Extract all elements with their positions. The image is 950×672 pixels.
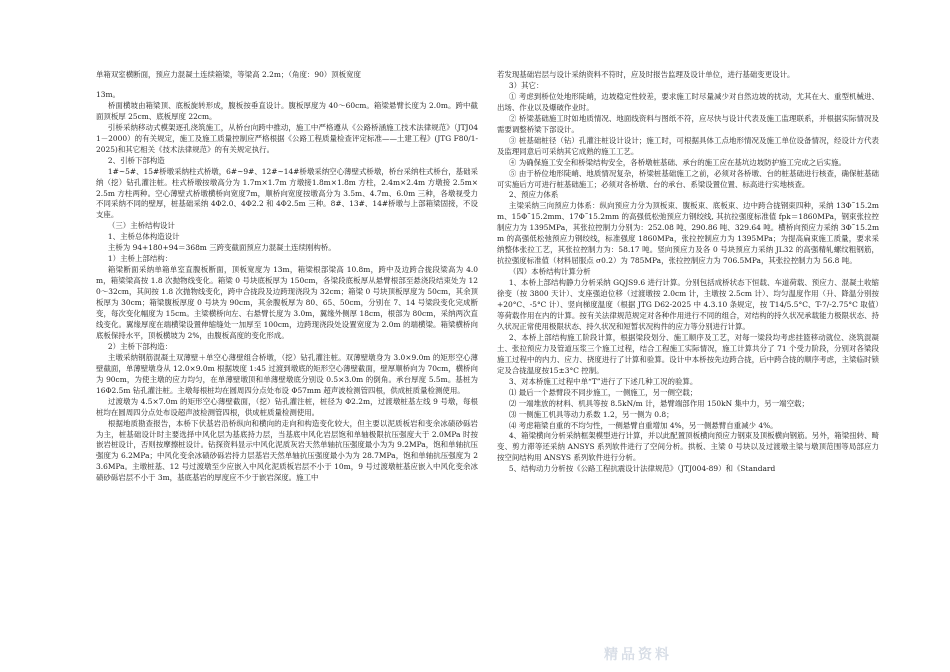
paragraph: 4、箱梁横向分析采纳框架模型进行计算，并以此配置顶板横向预应力钢束及顶板横向钢筋。另外，箱梁扭转、畸变、剪力滞等还采纳 ANSYS 系列软件进行了空间分析。拱板、主梁 0 号块以及过渡墩主梁与墩顶范围等局部应力按空间结构用 ANSYS 系列软件进行分析。 xyxy=(497,431,879,463)
paragraph: 根据地质勘查报告，本桥下伏基岩沿桥纵向和横向的走向和构造变化较大，但主要以泥质板岩和变余冰碛砂砾岩为主，桩基础设计时主要选择中风化层为基底持力层，当基底中风化岩层饱和单轴极限抗压强度大于 2.0MPa 时按嵌岩桩设计，否则按摩擦桩设计。钻探资料显示中风化泥质灰岩天然单轴抗压强度最小为为 9.2MPa，饱和单轴抗压强度为 6.2MPa；中风化变余冰碛砂砾岩持力层基岩天然单轴抗压强度最小为为 28.7MPa，饱和单轴抗压强度为 23.6MPa。主墩桩基、12 号过渡墩至少应嵌入中风化泥质板岩层不小于 10m，9 号过渡墩桩基应嵌入中风化变余冰碛砂砾岩层不小于 3m，基底基岩的厚度应不少于嵌岩深度。施工中 xyxy=(96,418,478,483)
paragraph: ① 考虑到桥位处地形陡峭，边坡稳定性较差，要求施工时尽量减少对自然边坡的扰动，尤其在大、重型机械进、出场、作业以及爆破作业时。 xyxy=(497,91,879,112)
paragraph: 2）主桥下部构造： xyxy=(107,341,173,351)
paragraph: 若发现基础岩层与设计采纳资料不符时，应及时报告监理及设计单位，进行基础变更设计。 xyxy=(497,70,795,79)
paragraph: ⑷ 考虑箱梁自重的不均匀性，一侧悬臂自重增加 4%，另一侧悬臂自重减少 4%。 xyxy=(508,420,778,430)
paragraph: 13m。 xyxy=(96,89,120,99)
spacer xyxy=(96,81,478,90)
paragraph: ⑵ 一端堆放的材料、机具等按 8.5kN/m 计，悬臂端部作用 150kN 集中力，另一端空载； xyxy=(508,398,809,408)
paragraph: 引桥采纳移动式模架逐孔浇筑施工，从桥台向跨中推动，施工中严格遵从《公路桥涵施工技术法律规范》（JTJ041－2000）的有关规定，施工及施工质量控制应严格根据《公路工程质量检查评定标准——土建工程》(JTG F80/1-2025)和其它相关《技术法律规范》的有关规定执行。 xyxy=(96,122,478,154)
left-column xyxy=(96,70,478,484)
paragraph: 3、对本桥施工过程中单“T”进行了下述几种工况的验算。 xyxy=(508,376,698,386)
paragraph: ⑤ 由于桥位地形陡峭、地质情况复杂，桥梁桩基础施工之前，必须对各桥墩、台的桩基础进行核查，确保桩基础可实施后方可进行桩基础施工；必须对各桥墩、台的承台、系梁设置位置、标高进行实地核查。 xyxy=(497,168,879,189)
paragraph: （三）主桥结构设计 xyxy=(107,221,175,231)
paragraph: 主桥为 94+180+94＝368m 三跨变截面预应力混凝土连续刚构桥。 xyxy=(107,243,336,253)
paragraph: ⑶ 一侧施工机具等动力系数 1.2，另一侧为 0.8； xyxy=(508,409,674,419)
paragraph: 主墩采纳钢筋混凝土双薄壁＋单空心薄壁组合桥墩，（挖）钻孔灌注桩。双薄壁墩身为 3.0×9.0m 的矩形空心薄壁截面，单薄壁墩身从 12.0×9.0m 根据坡度 1:45 过渡到墩底的矩形空心薄壁截面，壁厚顺桥向为 70cm，横桥向为 90cm，为使主墩的应力均匀，在单薄壁墩顶和单薄壁墩底分别设 0.5×3.0m 的倒角。承台厚度 5.5m。基桩为 16Φ2.5m 钻孔灌注桩。主墩每根桩均在圆周四分点处布设 Φ57mm 超声波检测管四根，供成桩质量检测使用。 xyxy=(96,352,478,395)
paragraph: 主梁采纳三向预应力体系：纵向预应力分为顶板束、腹板束、底板束、边中跨合拢钢束四种，采纳 13Φ˜15.2mm、15Φ˜15.2mm、17Φ˜15.2mm 的高强低松弛预应力钢绞线, 其抗拉强度标准值 fpk＝1860MPa，钢束张拉控制应力为 1395MPa，其张拉控制力分别为：252.08 吨、290.86 吨、329.64 吨。横桥向预应力采纳 3Φ˜15.2mm 的高强低松弛预应力钢绞线，标准强度 1860MPa，张拉控制应力为 1395MPa；为提高扁束施工质量，要求采纳整体张拉工艺，其张拉控制力为：58.17 吨。竖向预应力及各 0 号块预应力采纳 JL32 的高强精轧螺纹粗钢筋，抗拉强度标准值（材料屈服点 σ0.2）为 785MPa，张拉控制应力为 706.5MPa，其张拉控制力为 56.8 吨。 xyxy=(497,201,879,266)
paragraph: ④ 为确保施工安全和桥梁结构安全，各桥墩桩基础、承台的施工应在基坑边坡防护施工完成之后实施。 xyxy=(508,157,846,167)
paragraph: 1#~5#、15#桥墩采纳柱式桥墩，6#~9#、12#~14#桥墩采纳空心薄壁式桥墩，桥台采纳柱式桥台，基础采纳（挖）钻孔灌注桩。柱式桥墩按墩高分为 1.7m×1.7m 方墩接1.8m×1.8m 方柱，2.4m×2.4m 方墩接 2.5m×2.5m 方柱两种。空心薄壁式桥墩横桥向宽度7m，顺桥向宽度按墩高分为 3.5m、4.7m、6.0m 三种，各墩视受力不同采纳不同的壁厚，桩基础采纳 4Φ2.0、4Φ2.2 和 4Φ2.5m 三种。8#、13#、14#桥墩与上部箱梁固接，不设支座。 xyxy=(96,166,478,220)
watermark-text: 精品资料 xyxy=(604,647,672,663)
paragraph: 2、本桥上部结构施工阶段计算，根据梁段划分、施工顺序及工艺，对每一梁段均考虑挂篮移动就位、浇筑混凝土、张拉预应力及管道压浆三个施工过程，结合工程施工实际情况，施工计算共分了 71 个受力阶段，分别对各梁段施工过程中的内力、应力、挠度进行了计算和验算。设计中本桥按先边跨合拢，后中跨合拢的顺序考虑，主梁临时锁定及合拢温度按15±3°C 控制。 xyxy=(497,332,879,375)
paragraph: 1、本桥上部结构静力分析采纳 GQJS9.6 进行计算。分别包括成桥状态下恒载、车道荷载、预应力、混凝土收缩徐变（按 3800 天计）、支座强迫位移（过渡墩按 2.0cm 计，主墩按 2.5cm 计）、均匀温度作用（升、降温分别按+20°C、-5°C 计）、竖向梯度温度（根据 JTG D62-2025 中 4.3.10 条规定，按 T14/5.5°C、T-7/-2.75°C 取值）等荷载作用在内的计算。按有关法律规范规定对各种作用进行不同的组合，对结构的持久状况承载能力极限状态、持久状况正常使用极限状态、持久状况和短暂状况构件的应力等分别进行计算。 xyxy=(497,278,879,331)
right-column xyxy=(497,70,879,475)
paragraph: 箱梁断面采纳单箱单室直腹板断面，顶板宽度为 13m，箱梁根部梁高 10.8m，跨中及边跨合拢段梁高为 4.0m，箱梁梁高按 1.8 次抛物线变化。箱梁 0 号块底板厚为 150cm，各梁段底板厚从悬臂根部至悬浇段结束处为 120～32cm，其间按 1.8 次抛物线变化，跨中合拢段及边跨现浇段为 32cm；箱梁 0 号块顶板厚度为 50cm，其余顶板厚为 30cm；箱梁腹板厚度 0 号块为 90cm，其余腹板厚为 80、65、50cm，分别在 7、14 号梁段变化完成断变，每次变化幅度为 15cm。主梁横桥向左、右悬臂长度为 3.0m，翼缘外侧厚 18cm，根部为 80cm，采纳两次直线变化。翼缘厚度在端横梁设置伸缩缝处一加厚至 100cm，边跨现浇段处设置宽度为 2.0m 的端横梁。箱梁横桥向底板保持水平，顶板横坡为 2%，由腹板高度的变化形成。 xyxy=(96,265,478,340)
paragraph: 2、引桥下部构造 xyxy=(107,155,165,165)
paragraph: ② 桥梁基础施工时如地质情况、地面线资料与图纸不符，应尽快与设计代表及施工监理联系，并根据实际情况及需要调整桥梁下部设计。 xyxy=(497,113,879,134)
paragraph: 5、结构动力分析按《公路工程抗震设计法律规范》（JTJ004-89）和《Standard xyxy=(508,464,776,474)
paragraph: 过渡墩为 4.5×7.0m 的矩形空心薄壁截面，（挖）钻孔灌注桩，桩径为 Φ2.2m，过渡墩桩基左线 9 号墩，每根桩均在圆周四分点处布设超声波检测管四根，供成桩质量检测使用。 xyxy=(96,396,478,417)
paragraph: 3）其它： xyxy=(508,80,544,90)
paragraph: ⑴ 最后一个悬臂段不同步施工，一侧施工，另一侧空载； xyxy=(508,387,698,397)
paragraph: 1、主桥总体构造设计 xyxy=(107,232,180,242)
paragraph: 桥面横坡由箱梁顶、底板旋转形成，腹板按垂直设计。腹板厚度为 40～60cm。箱梁悬臂长度为 2.0m。跨中截面顶板厚 25cm、底板厚度 22cm。 xyxy=(96,100,478,121)
paragraph: 2、预应力体系 xyxy=(508,190,559,200)
paragraph: 1）主桥上部结构： xyxy=(107,254,173,264)
paragraph: （四）本桥结构计算分析 xyxy=(508,267,591,277)
paragraph: 单箱双室横断面，预应力混凝土连续箱梁，等梁高 2.2m；（角度：90）顶板宽度 xyxy=(96,70,361,79)
paragraph: ③ 桩基础桩径（钻）孔灌注桩设计设计；施工时，可根据具体工点地形情况及施工单位设备情况，经设计方代表及监理同意后可采纳其它成熟的施工工艺。 xyxy=(497,135,879,156)
